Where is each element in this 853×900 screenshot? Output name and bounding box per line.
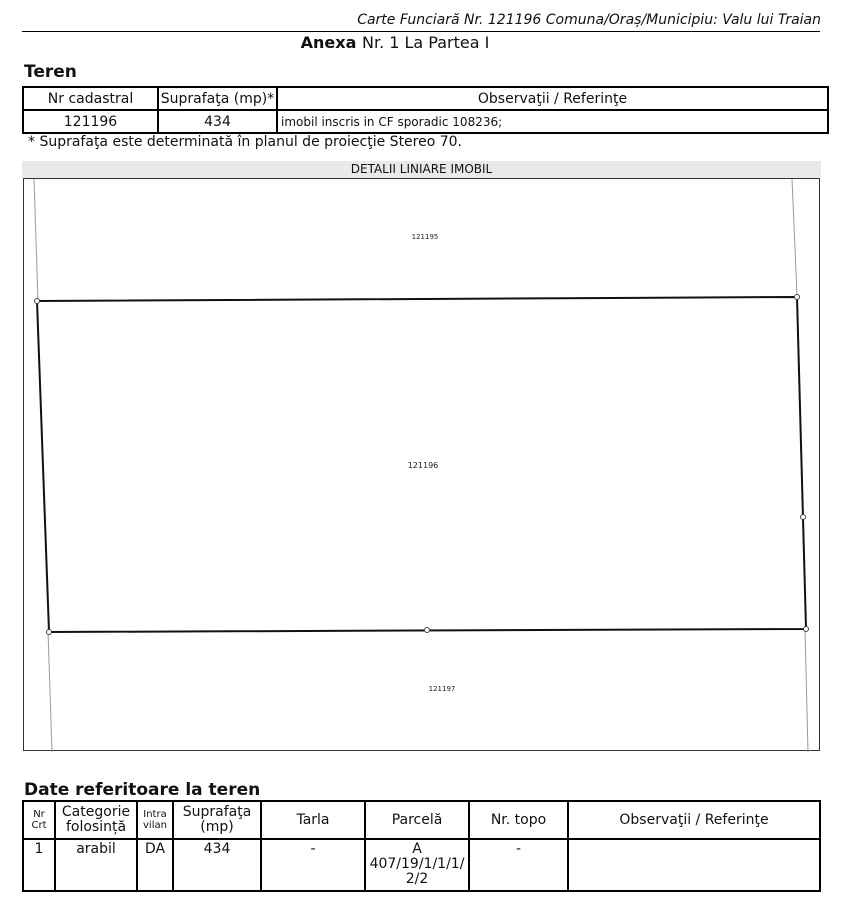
- teren-data-row: [23, 110, 828, 133]
- teren-header-row: [23, 87, 828, 110]
- neighbour-boundary-west-north: [34, 179, 38, 301]
- col-categorie: [55, 801, 137, 839]
- col-nr-topo: Nr. topo: [469, 801, 568, 839]
- parcela-line3: 2/2: [405, 871, 429, 887]
- cell-suprafata-mp: 434: [173, 839, 261, 891]
- date-teren-data-row: [23, 839, 820, 891]
- parcel-label-north: 121195: [411, 233, 439, 241]
- teren-title: Teren: [24, 62, 77, 82]
- cell-intravilan: DA: [137, 839, 173, 891]
- annex-title: [0, 33, 790, 52]
- col-nr-crt-line2: Crt: [31, 820, 47, 831]
- col-nr-crt-line1: Nr: [33, 809, 45, 820]
- neighbour-boundary-east-south: [805, 629, 808, 752]
- annex-title-rest: Nr. 1 La Partea I: [361, 33, 490, 52]
- vertex-marker: [801, 515, 806, 520]
- cell-nr-topo: -: [469, 839, 568, 891]
- vertex-marker: [804, 627, 809, 632]
- neighbour-boundary-west-south: [48, 631, 52, 752]
- cell-suprafata: 434: [158, 110, 277, 133]
- col-observatii: Observaţii / Referinţe: [277, 87, 828, 110]
- parcela-line1: A: [412, 841, 422, 857]
- vertex-marker: [795, 295, 800, 300]
- col-parcela: Parcelă: [365, 801, 469, 839]
- col-observatii-referinte: Observaţii / Referinţe: [568, 801, 820, 839]
- parcel-label-south: 121197: [428, 685, 456, 693]
- date-teren-title: Date referitoare la teren: [24, 780, 261, 800]
- neighbour-boundary-east-north: [792, 179, 797, 295]
- cadastral-plan-drawing: [24, 179, 821, 752]
- col-suprafata: Suprafaţa (mp)*: [158, 87, 277, 110]
- col-nr-cadastral: Nr cadastral: [23, 87, 158, 110]
- col-intravilan: [137, 801, 173, 839]
- col-suprafata-line1: Suprafaţa: [182, 804, 252, 820]
- vertex-marker: [35, 299, 40, 304]
- cell-nr-cadastral: 121196: [23, 110, 158, 133]
- vertex-marker: [47, 630, 52, 635]
- cell-categorie: arabil: [55, 839, 137, 891]
- parcel-label-main: 121196: [407, 461, 439, 470]
- col-suprafata-mp: [173, 801, 261, 839]
- col-categorie-line2: folosință: [65, 819, 127, 835]
- col-intravilan-line1: Intra: [143, 809, 167, 820]
- annex-title-bold: Anexa: [300, 33, 357, 52]
- cell-nr-crt: 1: [23, 839, 55, 891]
- cadastral-plan: [23, 178, 820, 751]
- projection-note: * Suprafaţa este determinată în planul de proiecţie Stereo 70.: [28, 134, 463, 150]
- col-intravilan-line2: vilan: [143, 820, 167, 831]
- parcela-line2: 407/19/1/1/1/: [369, 856, 465, 872]
- teren-table: [22, 86, 829, 134]
- col-categorie-line1: Categorie: [61, 804, 131, 820]
- cell-tarla: -: [261, 839, 365, 891]
- header-rule: [22, 31, 820, 32]
- col-suprafata-line2: (mp): [200, 819, 234, 835]
- col-nr-crt: [23, 801, 55, 839]
- cell-observatii-referinte: [568, 839, 820, 891]
- date-teren-table: [22, 800, 821, 892]
- carte-funciara-header: Carte Funciară Nr. 121196 Comuna/Oraș/Municipiu: Valu lui Traian: [357, 12, 821, 28]
- cell-observatii: imobil inscris in CF sporadic 108236;: [277, 110, 828, 133]
- detalii-liniare-bar: DETALII LINIARE IMOBIL: [22, 161, 821, 178]
- col-tarla: Tarla: [261, 801, 365, 839]
- date-teren-header-row: [23, 801, 820, 839]
- vertex-marker: [425, 628, 430, 633]
- cell-parcela: [365, 839, 469, 891]
